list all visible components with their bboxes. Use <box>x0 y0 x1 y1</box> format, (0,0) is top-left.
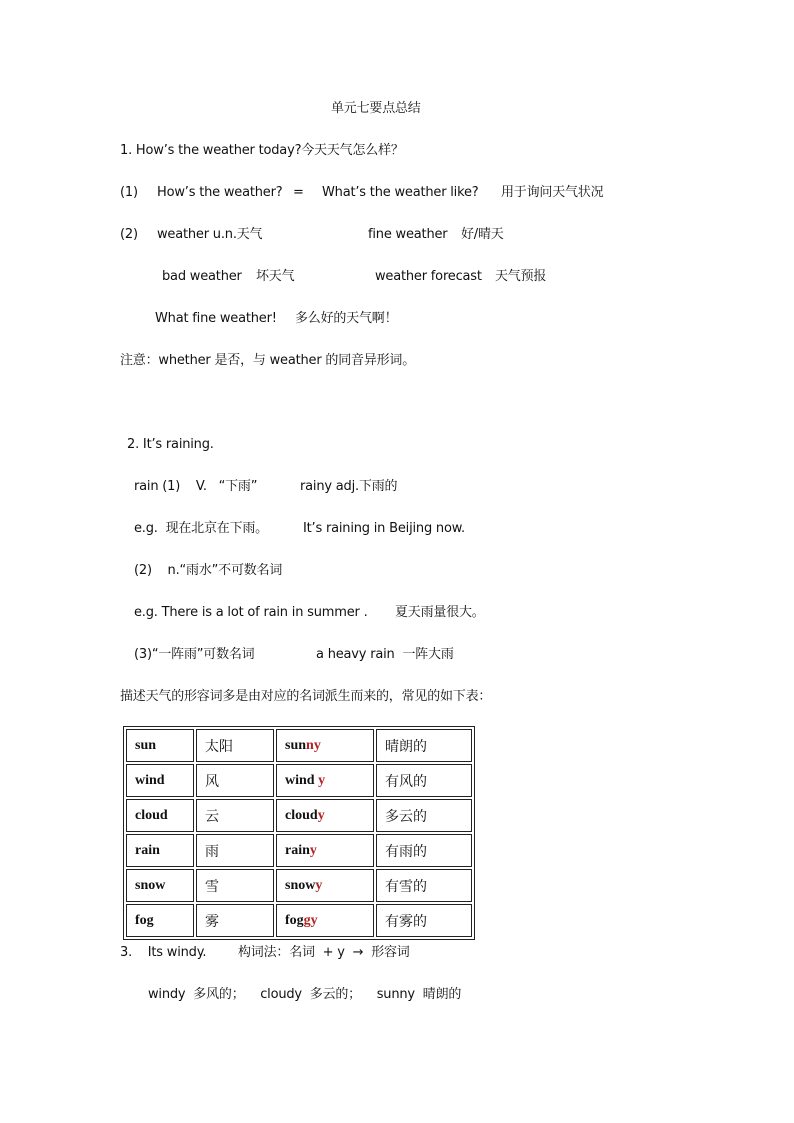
noun-cell: snow <box>126 869 194 902</box>
s2-table-intro: 描述天气的形容词多是由对应的名词派生而来的，常见的如下表： <box>120 689 492 704</box>
s3-rule: 构词法：名词 + y → 形容词 <box>238 945 410 960</box>
adjective-suffix: ny <box>306 737 321 753</box>
adjective-base: sun <box>285 737 307 753</box>
adjective-base: snow <box>285 877 316 893</box>
table-row <box>126 799 472 832</box>
adjective-base: cloud <box>285 807 318 823</box>
noun-cell: cloud <box>126 799 194 832</box>
s2-line5-b: a heavy rain 一阵大雨 <box>316 647 454 662</box>
adjective-suffix: y <box>318 772 326 788</box>
s1-line3-d: 天气预报 <box>495 269 547 284</box>
adjective-cn-cell: 有雨的 <box>376 834 472 867</box>
adjective-cn-cell: 晴朗的 <box>376 729 472 762</box>
noun-cn-cell: 雾 <box>196 904 274 937</box>
s1-line4-b: 多么好的天气啊！ <box>295 311 398 326</box>
noun-cn-cell: 雪 <box>196 869 274 902</box>
adjective-cell <box>276 834 374 867</box>
s3-examples: windy 多风的； cloudy 多云的； sunny 晴朗的 <box>148 987 462 1002</box>
noun-cell: fog <box>126 904 194 937</box>
s2-line1-b: rainy adj.下雨的 <box>300 479 398 494</box>
adjective-cn-cell: 有雾的 <box>376 904 472 937</box>
table-row <box>126 764 472 797</box>
page-title: 单元七要点总结 <box>331 101 421 116</box>
noun-cell: wind <box>126 764 194 797</box>
s1-line4-a: What fine weather! <box>155 311 277 326</box>
adjective-suffix: y <box>309 842 317 858</box>
adjective-suffix: y <box>317 807 325 823</box>
s2-line1-a: rain (1) V. “下雨” <box>134 479 258 494</box>
adjective-suffix: y <box>315 877 323 893</box>
s2-line4-b: 夏天雨量很大。 <box>395 605 485 620</box>
s1-line2-a: weather u.n.天气 <box>157 227 263 242</box>
s2-line2-a: e.g. 现在北京在下雨。 <box>134 521 268 536</box>
vocab-table-body <box>126 729 472 937</box>
noun-cn-cell: 雨 <box>196 834 274 867</box>
section1-heading: 1. How’s the weather today?今天天气怎么样？ <box>120 143 404 158</box>
table-row <box>126 904 472 937</box>
adjective-cell <box>276 869 374 902</box>
adjective-cn-cell: 多云的 <box>376 799 472 832</box>
adjective-cell <box>276 799 374 832</box>
noun-cn-cell: 太阳 <box>196 729 274 762</box>
s1-line3-c: weather forecast <box>375 269 482 284</box>
s1-line1-b: What’s the weather like? <box>322 185 479 200</box>
noun-cell: rain <box>126 834 194 867</box>
adjective-cn-cell: 有风的 <box>376 764 472 797</box>
noun-cn-cell: 云 <box>196 799 274 832</box>
s1-note: 注意：whether 是否，与 weather 的同音异形词。 <box>120 353 416 368</box>
s1-line1-eq: = <box>293 185 304 200</box>
s2-line3-a: (2) n.“雨水”不可数名词 <box>134 563 283 578</box>
section2-heading: 2. It’s raining. <box>127 437 214 452</box>
adjective-base: fog <box>285 912 304 928</box>
table-row <box>126 869 472 902</box>
adjective-base: wind <box>285 772 319 788</box>
s1-line2-b: fine weather <box>368 227 448 242</box>
s2-line4-a: e.g. There is a lot of rain in summer . <box>134 605 368 620</box>
adjective-cell <box>276 904 374 937</box>
s1-line3-b: 坏天气 <box>256 269 295 284</box>
adjective-base: rain <box>285 842 310 858</box>
table-row <box>126 834 472 867</box>
s1-line1-c: 用于询问天气状况 <box>501 185 604 200</box>
adjective-cn-cell: 有雪的 <box>376 869 472 902</box>
s1-line3-a: bad weather <box>162 269 242 284</box>
s1-line1-a: How’s the weather? <box>157 185 283 200</box>
noun-cell: sun <box>126 729 194 762</box>
table-row <box>126 729 472 762</box>
adjective-cell <box>276 764 374 797</box>
adjective-cell <box>276 729 374 762</box>
weather-vocab-table <box>123 726 475 940</box>
adjective-suffix: gy <box>303 912 318 928</box>
s2-line2-b: It’s raining in Beijing now. <box>303 521 465 536</box>
s1-line1-num: (1) <box>120 185 138 200</box>
s1-line2-num: (2) <box>120 227 138 242</box>
s2-line5-a: (3)“一阵雨”可数名词 <box>134 647 255 662</box>
noun-cn-cell: 风 <box>196 764 274 797</box>
s1-line2-c: 好/晴天 <box>461 227 504 242</box>
section3-heading: 3. Its windy. <box>120 945 207 960</box>
